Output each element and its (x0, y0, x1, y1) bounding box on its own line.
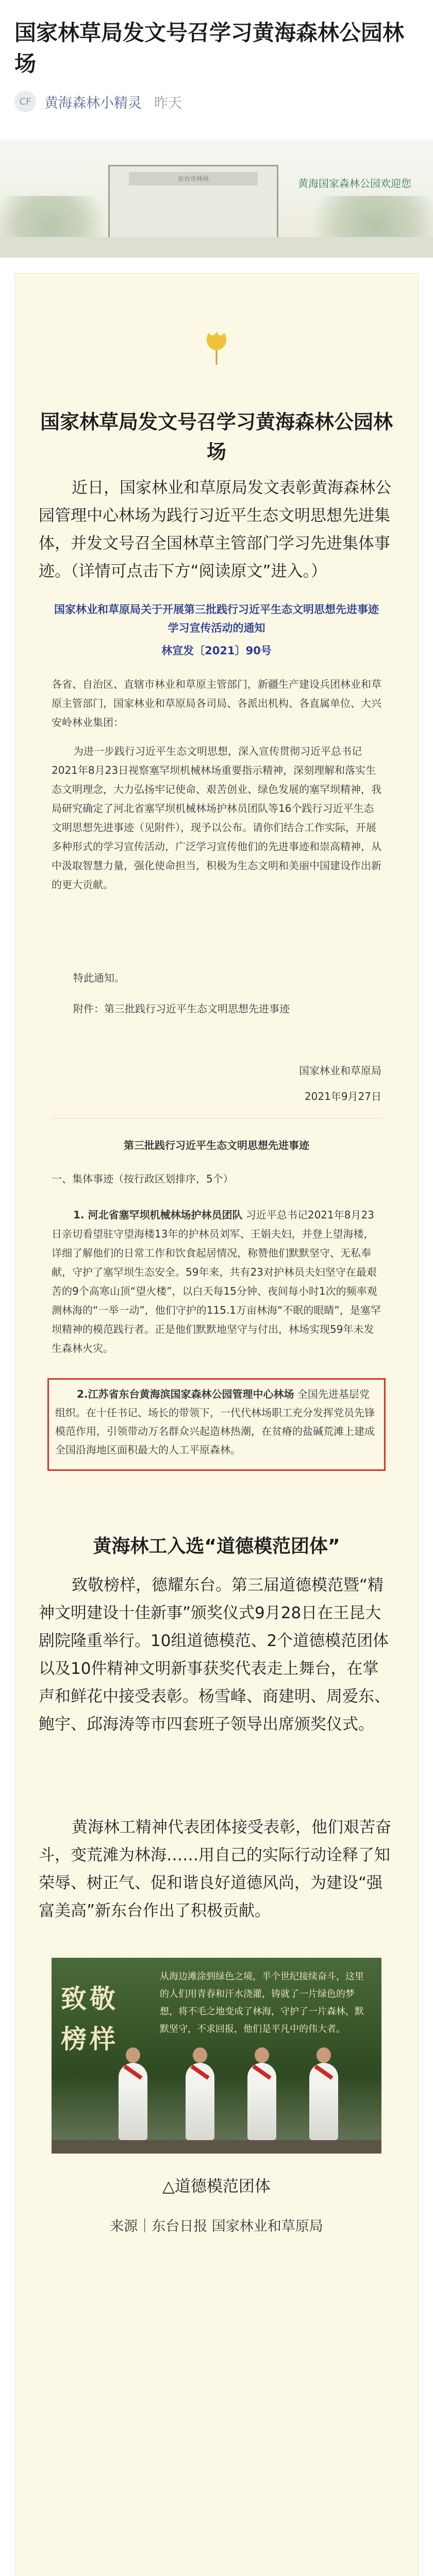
notice-doc-number: 林宣发〔2021〕90号 (161, 645, 272, 657)
honoree-figure (247, 2063, 276, 2140)
award-photo[interactable] (52, 1958, 381, 2154)
photo-calligraphy-2: 榜样 (61, 2024, 119, 2054)
notice-title: 国家林业和草原局关于开展第三批践行习近平生态文明思想先进事迹学习宣传活动的通知 (54, 603, 379, 634)
annex-title: 第三批践行习近平生态文明思想先进事迹 (124, 1139, 309, 1151)
author-name-link[interactable]: 黄海森林小精灵 (44, 95, 142, 111)
content-title: 国家林草局发文号召学习黄海森林公园林场 (40, 411, 393, 463)
honoree-figure (309, 2063, 338, 2140)
annex-section-heading: 一、集体事迹（按行政区划排序，5个） (52, 1173, 234, 1185)
article-source: 来源｜东台日报 国家林业和草原局 (110, 2218, 323, 2234)
annex-item-1 (52, 1206, 381, 1358)
notice-addressee: 各省、自治区、直辖市林业和草原主管部门，新疆生产建设兵团林业和草原主管部门，国家林业和草原局各司局、各派出机构、各直属单位、大兴安岭林业集团： (52, 678, 381, 728)
annex-item-2-body: 全国先进基层党组织。在十任书记、场长的带领下，一代代林场职工充分发挥党员先锋模范作用，引领带动万名群众兴起造林热潮，在贫瘠的盐碱荒滩上建成全国沿海地区面积最大的人工平原森林。 (55, 1388, 375, 1456)
article-header (0, 0, 433, 139)
article-meta (14, 91, 419, 112)
annex-item-2-head: 2.江苏省东台黄海滨国家森林公园管理中心林场 (77, 1388, 294, 1400)
honoree-figure (119, 2063, 147, 2140)
photo-stage-floor (52, 2140, 381, 2154)
notice-sign-date: 2021年9月27日 (304, 1090, 381, 1103)
photo-calligraphy-1: 致敬 (61, 1984, 119, 2014)
annex-item-2-highlight (47, 1378, 386, 1471)
notice-attachment: 附件：第三批践行习近平生态文明思想先进事迹 (73, 1003, 290, 1015)
ginkgo-leaf-icon (204, 330, 229, 366)
author-avatar[interactable]: CF (14, 91, 36, 112)
cover-road (0, 237, 433, 258)
honoree-figure (186, 2063, 214, 2140)
section2-paragraph-1: 致敬榜样，德耀东台。第三届道德模范暨“精神文明建设十佳新事”颁奖仪式9月28日在王昆大剧院隆重举行。10组道德模范、2个道德模范团体以及10件精神文明新事获奖代表走上舞台，在掌声和鲜花中接受表彰。杨雪峰、商建明、周爱东、鲍宇、邱海涛等市四套班子领导出席颁奖仪式。 (39, 1576, 390, 1734)
photo-caption: △道德模范团体 (162, 2177, 271, 2196)
notice-body: 为进一步践行习近平生态文明思想，深入宣传贯彻习近平总书记2021年8月23日视察塞罕坝机械林场重要指示精神，深刻理解和落实生态文明理念，大力弘扬牢记使命、艰苦创业、绿色发展的塞罕坝精神，我局研究确定了河北省塞罕坝机械林场护林员团队等16个践行习近平生态文明思想先进事迹（见附件），现予以公布。请你们结合工作实际，开展多种形式的学习宣传活动，广泛学习宣传他们的先进事迹和崇高精神，从中汲取智慧力量，强化使命担当，积极为生态文明和美丽中国建设作出新的更大贡献。 (52, 745, 381, 891)
section2-paragraph-2: 黄海林工精神代表团体接受表彰，他们艰苦奋斗，变荒滩为林海……用自己的实际行动诠释了知荣辱、树正气、促和谐良好道德风尚，为建设“强富美高”新东台作出了积极贡献。 (39, 1818, 391, 1920)
annex-item-1-body: 习近平总书记2021年8月23日亲切看望驻守望海楼13年的护林员刘军、王娟夫妇，并登上望海楼，详细了解他们的日常工作和饮食起居情况，称赞他们默默坚守、无私奉献，守护了塞罕坝生态安全。59年来，共有23对护林员夫妇坚守在最艰苦的9个高寒山顶“望火楼”，以白天每15分钟、夜间每小时1次的频率观测林海的“一举一动”，他们守护的115.1万亩林海“不眠的眼睛”，是塞罕坝精神的模范践行者。正是他们默默地坚守与付出，林场实现59年未发生森林火灾。 (52, 1209, 381, 1354)
intro-paragraph: 近日，国家林业和草原局发文表彰黄海森林公园管理中心林场为践行习近平生态文明思想先进集体，并发文号召全国林草主管部门学习先进集体事迹。（详情可点击下方“阅读原文”进入。） (39, 479, 391, 581)
notice-sign-org: 国家林业和草原局 (299, 1064, 381, 1077)
notice-closing: 特此通知。 (73, 972, 125, 984)
section2-title: 黄海林工入选“道德模范团体” (93, 1536, 340, 1557)
cover-gate-sign: 东台市林场 (129, 172, 258, 185)
article-title: 国家林草局发文号召学习黄海森林公园林场 (14, 20, 405, 76)
cover-brand-text: 黄海国家森林公园欢迎您 (298, 177, 411, 190)
annex-item-1-head: 1. 河北省塞罕坝机械林场护林员团队 (73, 1209, 243, 1221)
publish-time: 昨天 (154, 95, 182, 111)
cover-image (0, 139, 433, 258)
photo-screen-text: 从海边滩涂到绿色之境，半个世纪接续奋斗，这里的人们用青春和汗水浇灌，铸就了一片绿色的梦想，将不毛之地变成了林海，守护了一片森林，默默坚守，不求回报，他们是平凡中的伟大者。 (160, 1971, 364, 2035)
